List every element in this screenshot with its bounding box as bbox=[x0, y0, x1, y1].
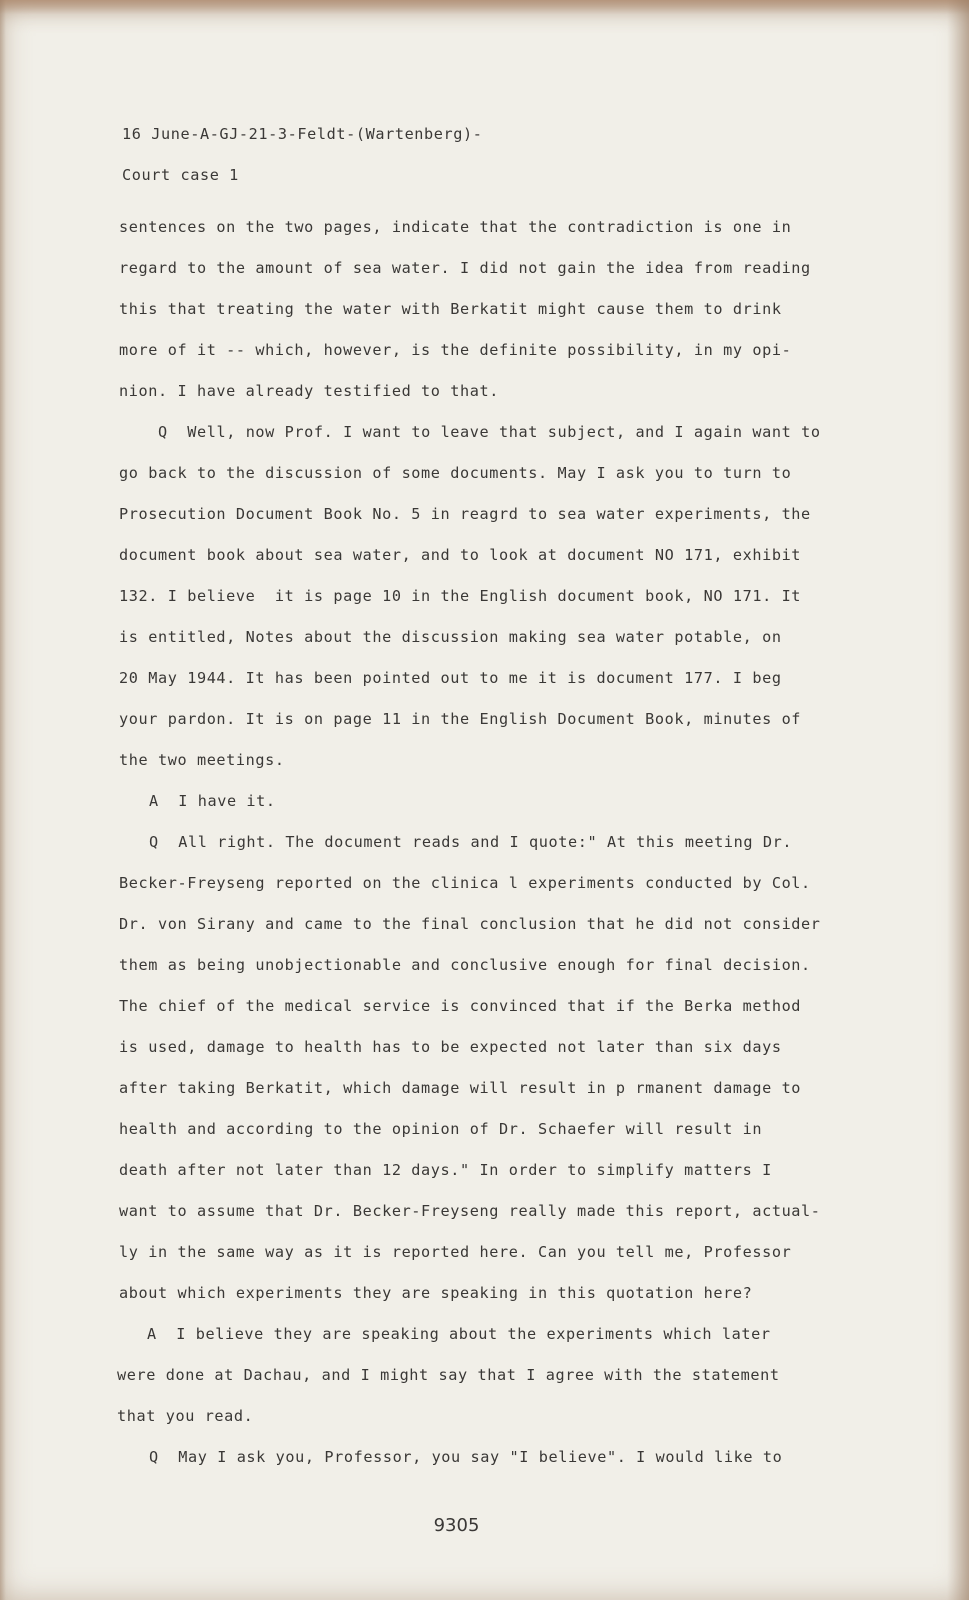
transcript-line: go back to the discussion of some documents. May I ask you to turn to bbox=[119, 464, 792, 482]
transcript-line: your pardon. It is on page 11 in the English Document Book, minutes of bbox=[119, 710, 802, 728]
transcript-line: Becker-Freyseng reported on the clinica l experiments conducted by Col. bbox=[119, 874, 811, 892]
transcript-line: nion. I have already testified to that. bbox=[119, 382, 500, 400]
transcript-line: 20 May 1944. It has been pointed out to me it is document 177. I beg bbox=[119, 669, 782, 687]
transcript-line: Dr. von Sirany and came to the final conclusion that he did not consider bbox=[119, 915, 821, 933]
transcript-line: health and according to the opinion of Dr. Schaefer will result in bbox=[119, 1120, 763, 1138]
transcript-line: want to assume that Dr. Becker-Freyseng really made this report, actual- bbox=[119, 1202, 821, 1220]
transcript-line: the two meetings. bbox=[119, 751, 285, 769]
transcript-line: Q All right. The document reads and I quote:" At this meeting Dr. bbox=[149, 833, 793, 851]
paper-edge-top bbox=[0, 0, 969, 14]
transcript-line: this that treating the water with Berkatit might cause them to drink bbox=[119, 300, 782, 318]
transcript-line: is used, damage to health has to be expected not later than six days bbox=[119, 1038, 782, 1056]
transcript-line: more of it -- which, however, is the definite possibility, in my opi- bbox=[119, 341, 792, 359]
court-case-label: Court case 1 bbox=[122, 166, 239, 184]
transcript-line: were done at Dachau, and I might say that I agree with the statement bbox=[117, 1366, 780, 1384]
transcript-line: A I believe they are speaking about the experiments which later bbox=[147, 1325, 771, 1343]
transcript-line: Prosecution Document Book No. 5 in reagrd to sea water experiments, the bbox=[119, 505, 811, 523]
transcript-line: about which experiments they are speaking in this quotation here? bbox=[119, 1284, 753, 1302]
transcript-line: Q Well, now Prof. I want to leave that subject, and I again want to bbox=[158, 423, 821, 441]
transcript-line: regard to the amount of sea water. I did not gain the idea from reading bbox=[119, 259, 811, 277]
transcript-line: is entitled, Notes about the discussion making sea water potable, on bbox=[119, 628, 782, 646]
transcript-line: Q May I ask you, Professor, you say "I believe". I would like to bbox=[149, 1448, 783, 1466]
transcript-line: The chief of the medical service is convinced that if the Berka method bbox=[119, 997, 802, 1015]
transcript-line: death after not later than 12 days." In order to simplify matters I bbox=[119, 1161, 772, 1179]
page-number: 9305 bbox=[433, 1515, 480, 1536]
transcript-line: that you read. bbox=[117, 1407, 254, 1425]
transcript-line: ly in the same way as it is reported here. Can you tell me, Professor bbox=[119, 1243, 792, 1261]
transcript-line: A I have it. bbox=[149, 792, 276, 810]
transcript-line: after taking Berkatit, which damage will result in p rmanent damage to bbox=[119, 1079, 802, 1097]
transcript-header: 16 June-A-GJ-21-3-Feldt-(Wartenberg)- bbox=[122, 125, 483, 143]
transcript-body bbox=[0, 207, 969, 1478]
transcript-line: them as being unobjectionable and conclusive enough for final decision. bbox=[119, 956, 811, 974]
transcript-line: document book about sea water, and to look at document NO 171, exhibit bbox=[119, 546, 802, 564]
transcript-line: 132. I believe it is page 10 in the English document book, NO 171. It bbox=[119, 587, 802, 605]
transcript-line: sentences on the two pages, indicate that the contradiction is one in bbox=[119, 218, 792, 236]
